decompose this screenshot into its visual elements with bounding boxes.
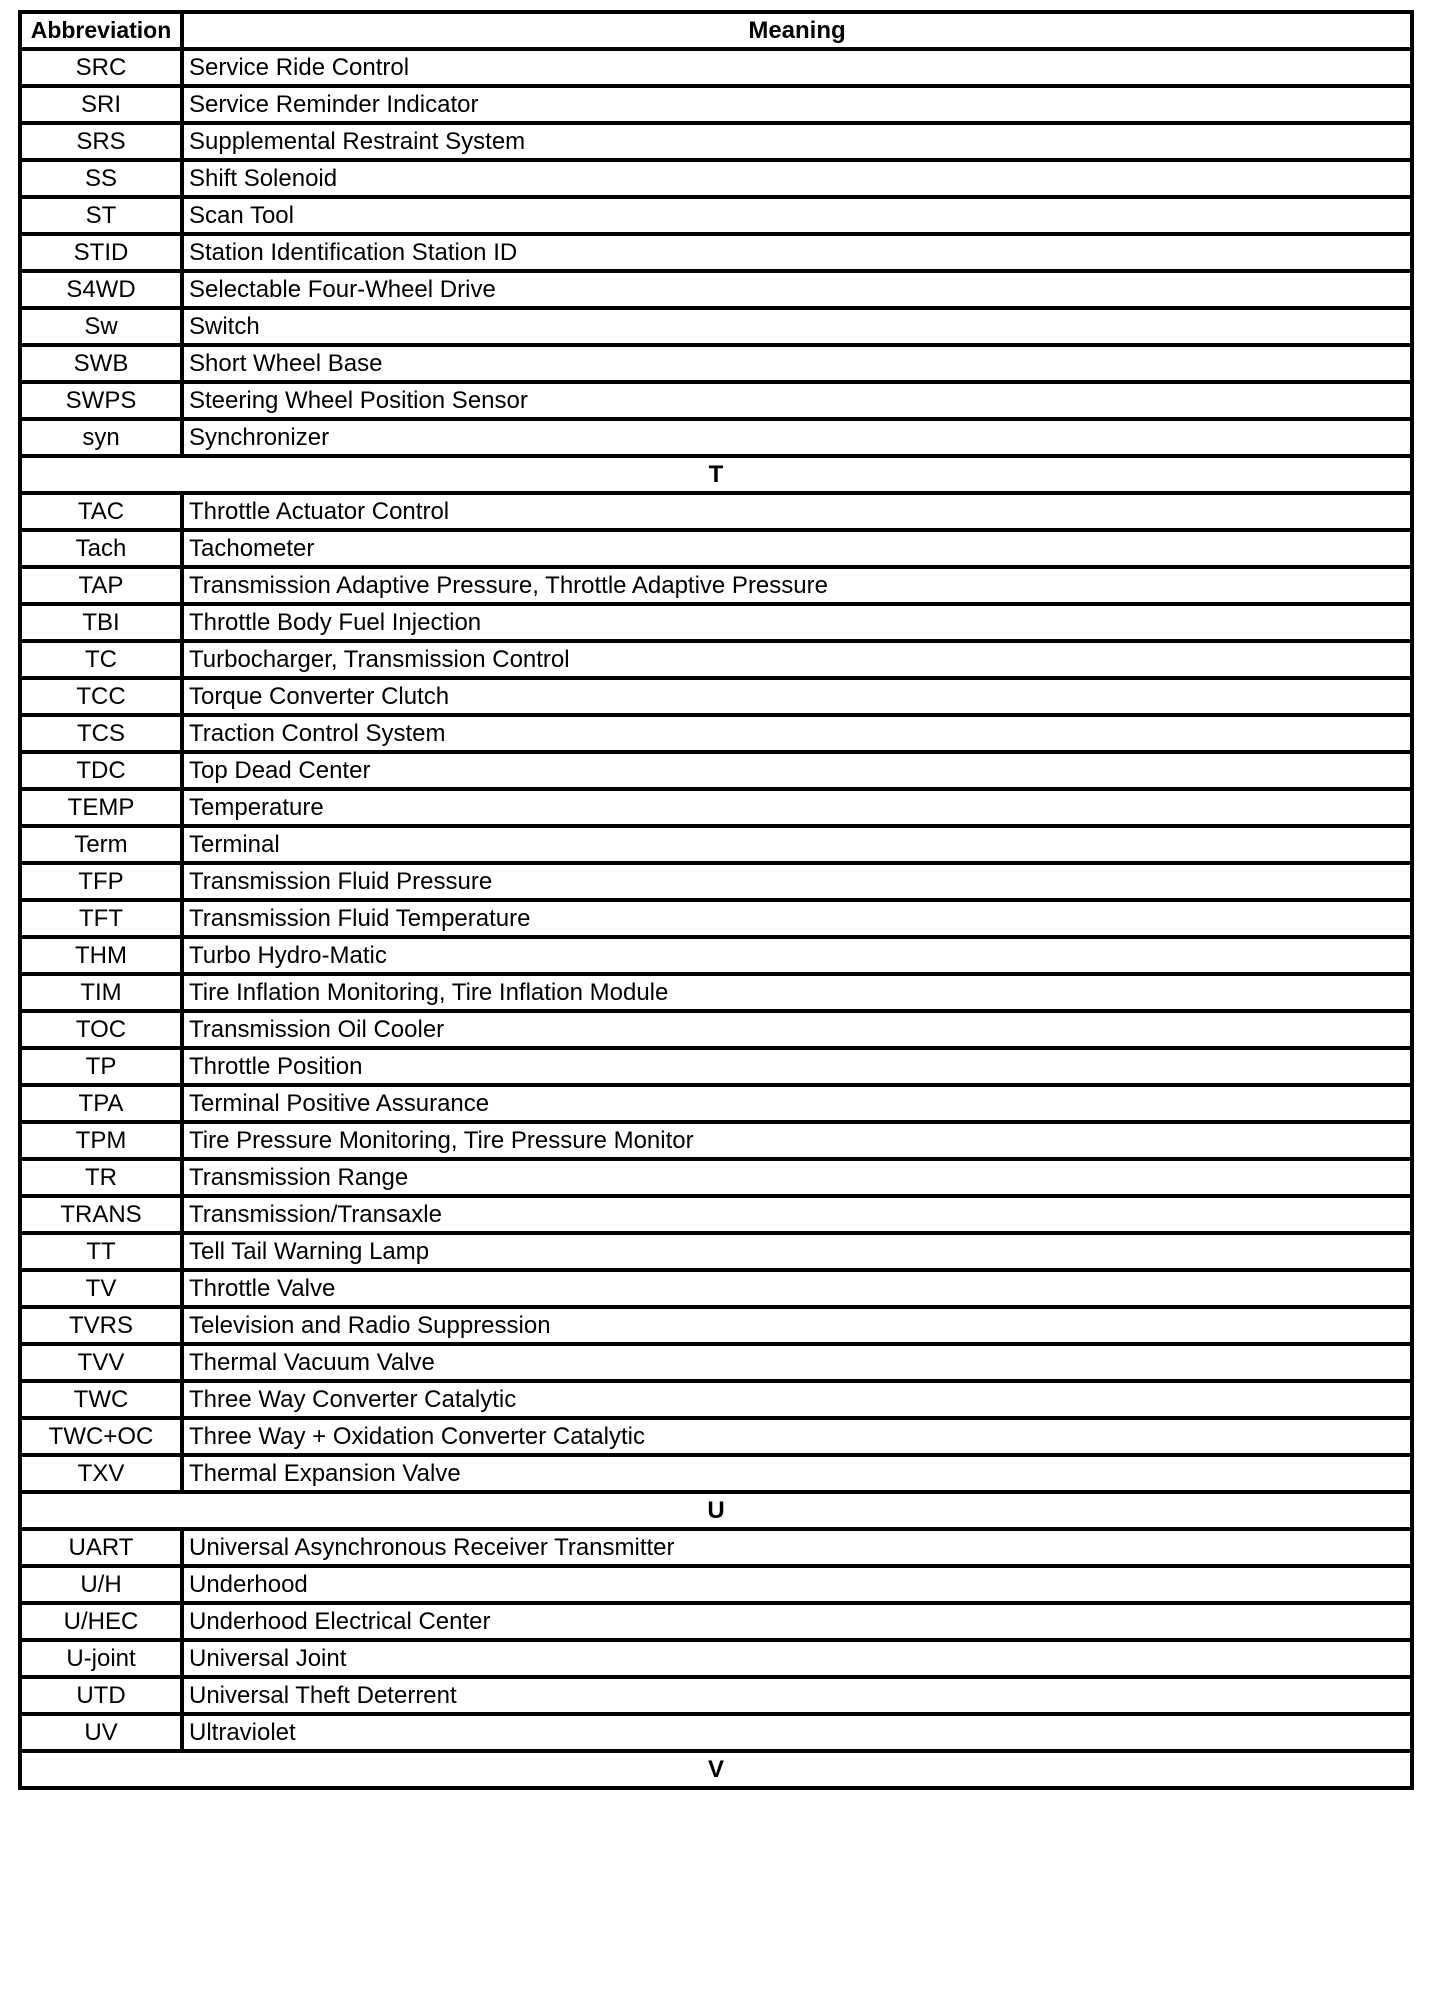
meaning-cell: Service Ride Control	[182, 49, 1412, 86]
column-header-abbreviation: Abbreviation	[20, 12, 182, 49]
meaning-cell: Transmission Range	[182, 1159, 1412, 1196]
abbreviation-cell: SRS	[20, 123, 182, 160]
table-row	[20, 123, 1412, 160]
meaning-cell: Tire Inflation Monitoring, Tire Inflation Module	[182, 974, 1412, 1011]
table-row	[20, 1381, 1412, 1418]
column-header-meaning: Meaning	[182, 12, 1412, 49]
abbreviation-cell: TXV	[20, 1455, 182, 1492]
abbreviation-cell: TFP	[20, 863, 182, 900]
meaning-cell: Transmission/Transaxle	[182, 1196, 1412, 1233]
abbreviation-cell: SRC	[20, 49, 182, 86]
table-row	[20, 1418, 1412, 1455]
meaning-cell: Turbocharger, Transmission Control	[182, 641, 1412, 678]
table-row	[20, 197, 1412, 234]
table-row	[20, 1122, 1412, 1159]
meaning-cell: Transmission Adaptive Pressure, Throttle Adaptive Pressure	[182, 567, 1412, 604]
meaning-cell: Tire Pressure Monitoring, Tire Pressure Monitor	[182, 1122, 1412, 1159]
section-letter: U	[20, 1492, 1412, 1529]
meaning-cell: Thermal Vacuum Valve	[182, 1344, 1412, 1381]
table-row	[20, 345, 1412, 382]
meaning-cell: Torque Converter Clutch	[182, 678, 1412, 715]
table-row	[20, 1159, 1412, 1196]
meaning-cell: Three Way Converter Catalytic	[182, 1381, 1412, 1418]
table-row	[20, 1640, 1412, 1677]
header-row	[20, 12, 1412, 49]
table-row	[20, 234, 1412, 271]
table-row	[20, 604, 1412, 641]
abbreviation-cell: U/H	[20, 1566, 182, 1603]
meaning-cell: Throttle Actuator Control	[182, 493, 1412, 530]
meaning-cell: Three Way + Oxidation Converter Catalytic	[182, 1418, 1412, 1455]
table-row	[20, 1048, 1412, 1085]
table-row	[20, 752, 1412, 789]
meaning-cell: Transmission Fluid Temperature	[182, 900, 1412, 937]
meaning-cell: Terminal	[182, 826, 1412, 863]
meaning-cell: Transmission Oil Cooler	[182, 1011, 1412, 1048]
meaning-cell: Universal Theft Deterrent	[182, 1677, 1412, 1714]
abbreviation-cell: TIM	[20, 974, 182, 1011]
table-row	[20, 1307, 1412, 1344]
meaning-cell: Universal Asynchronous Receiver Transmitter	[182, 1529, 1412, 1566]
meaning-cell: Throttle Body Fuel Injection	[182, 604, 1412, 641]
abbreviation-cell: TT	[20, 1233, 182, 1270]
abbreviation-cell: TDC	[20, 752, 182, 789]
meaning-cell: Underhood	[182, 1566, 1412, 1603]
table-row	[20, 1270, 1412, 1307]
table-row	[20, 900, 1412, 937]
abbreviation-cell: TVV	[20, 1344, 182, 1381]
meaning-cell: Scan Tool	[182, 197, 1412, 234]
table-row	[20, 160, 1412, 197]
table-row	[20, 826, 1412, 863]
meaning-cell: Throttle Position	[182, 1048, 1412, 1085]
table-row	[20, 1196, 1412, 1233]
meaning-cell: Turbo Hydro-Matic	[182, 937, 1412, 974]
meaning-cell: Universal Joint	[182, 1640, 1412, 1677]
meaning-cell: Transmission Fluid Pressure	[182, 863, 1412, 900]
abbreviation-cell: TCC	[20, 678, 182, 715]
abbreviation-cell: Sw	[20, 308, 182, 345]
table-row	[20, 678, 1412, 715]
meaning-cell: Switch	[182, 308, 1412, 345]
table-row	[20, 1011, 1412, 1048]
table-row	[20, 1714, 1412, 1751]
table-row	[20, 493, 1412, 530]
meaning-cell: Service Reminder Indicator	[182, 86, 1412, 123]
meaning-cell: Throttle Valve	[182, 1270, 1412, 1307]
meaning-cell: Temperature	[182, 789, 1412, 826]
table-header	[20, 12, 1412, 49]
abbreviation-cell: THM	[20, 937, 182, 974]
meaning-cell: Top Dead Center	[182, 752, 1412, 789]
section-row	[20, 1492, 1412, 1529]
meaning-cell: Tachometer	[182, 530, 1412, 567]
table-row	[20, 1455, 1412, 1492]
table-row	[20, 567, 1412, 604]
abbreviation-cell: TWC+OC	[20, 1418, 182, 1455]
meaning-cell: Station Identification Station ID	[182, 234, 1412, 271]
abbreviation-cell: U-joint	[20, 1640, 182, 1677]
meaning-cell: Shift Solenoid	[182, 160, 1412, 197]
abbreviation-cell: SWB	[20, 345, 182, 382]
meaning-cell: Tell Tail Warning Lamp	[182, 1233, 1412, 1270]
table-row	[20, 863, 1412, 900]
meaning-cell: Television and Radio Suppression	[182, 1307, 1412, 1344]
abbreviation-cell: SWPS	[20, 382, 182, 419]
abbreviation-cell: STID	[20, 234, 182, 271]
section-row	[20, 1751, 1412, 1788]
abbreviation-cell: SRI	[20, 86, 182, 123]
table-row	[20, 308, 1412, 345]
abbreviation-cell: TR	[20, 1159, 182, 1196]
abbreviation-cell: TRANS	[20, 1196, 182, 1233]
meaning-cell: Underhood Electrical Center	[182, 1603, 1412, 1640]
table-row	[20, 530, 1412, 567]
abbreviation-cell: TP	[20, 1048, 182, 1085]
table-row	[20, 49, 1412, 86]
abbreviation-cell: Term	[20, 826, 182, 863]
table-row	[20, 419, 1412, 456]
abbreviation-cell: TAP	[20, 567, 182, 604]
meaning-cell: Terminal Positive Assurance	[182, 1085, 1412, 1122]
table-row	[20, 1566, 1412, 1603]
table-row	[20, 641, 1412, 678]
table-row	[20, 1677, 1412, 1714]
section-letter: T	[20, 456, 1412, 493]
abbreviation-cell: TPA	[20, 1085, 182, 1122]
abbreviation-cell: S4WD	[20, 271, 182, 308]
abbreviation-table	[18, 10, 1414, 1790]
abbreviation-cell: TC	[20, 641, 182, 678]
abbreviation-cell: TEMP	[20, 789, 182, 826]
abbreviation-cell: UV	[20, 1714, 182, 1751]
meaning-cell: Ultraviolet	[182, 1714, 1412, 1751]
meaning-cell: Steering Wheel Position Sensor	[182, 382, 1412, 419]
abbreviation-cell: TAC	[20, 493, 182, 530]
table-row	[20, 1603, 1412, 1640]
abbreviation-cell: ST	[20, 197, 182, 234]
abbreviation-cell: TV	[20, 1270, 182, 1307]
abbreviation-cell: TBI	[20, 604, 182, 641]
section-letter: V	[20, 1751, 1412, 1788]
table-row	[20, 715, 1412, 752]
table-row	[20, 1529, 1412, 1566]
abbreviation-cell: TWC	[20, 1381, 182, 1418]
table-row	[20, 789, 1412, 826]
meaning-cell: Short Wheel Base	[182, 345, 1412, 382]
abbreviation-cell: TCS	[20, 715, 182, 752]
meaning-cell: Synchronizer	[182, 419, 1412, 456]
table-row	[20, 86, 1412, 123]
meaning-cell: Traction Control System	[182, 715, 1412, 752]
abbreviation-cell: SS	[20, 160, 182, 197]
table-row	[20, 1233, 1412, 1270]
meaning-cell: Thermal Expansion Valve	[182, 1455, 1412, 1492]
table-row	[20, 1085, 1412, 1122]
abbreviation-cell: TFT	[20, 900, 182, 937]
table-row	[20, 937, 1412, 974]
table-row	[20, 271, 1412, 308]
abbreviation-cell: UART	[20, 1529, 182, 1566]
meaning-cell: Selectable Four-Wheel Drive	[182, 271, 1412, 308]
meaning-cell: Supplemental Restraint System	[182, 123, 1412, 160]
abbreviation-cell: Tach	[20, 530, 182, 567]
table-row	[20, 1344, 1412, 1381]
abbreviation-cell: TPM	[20, 1122, 182, 1159]
table-body	[20, 49, 1412, 1788]
table-row	[20, 974, 1412, 1011]
abbreviation-cell: syn	[20, 419, 182, 456]
section-row	[20, 456, 1412, 493]
abbreviation-cell: TVRS	[20, 1307, 182, 1344]
abbreviation-cell: U/HEC	[20, 1603, 182, 1640]
abbreviation-cell: TOC	[20, 1011, 182, 1048]
abbreviation-cell: UTD	[20, 1677, 182, 1714]
table-row	[20, 382, 1412, 419]
